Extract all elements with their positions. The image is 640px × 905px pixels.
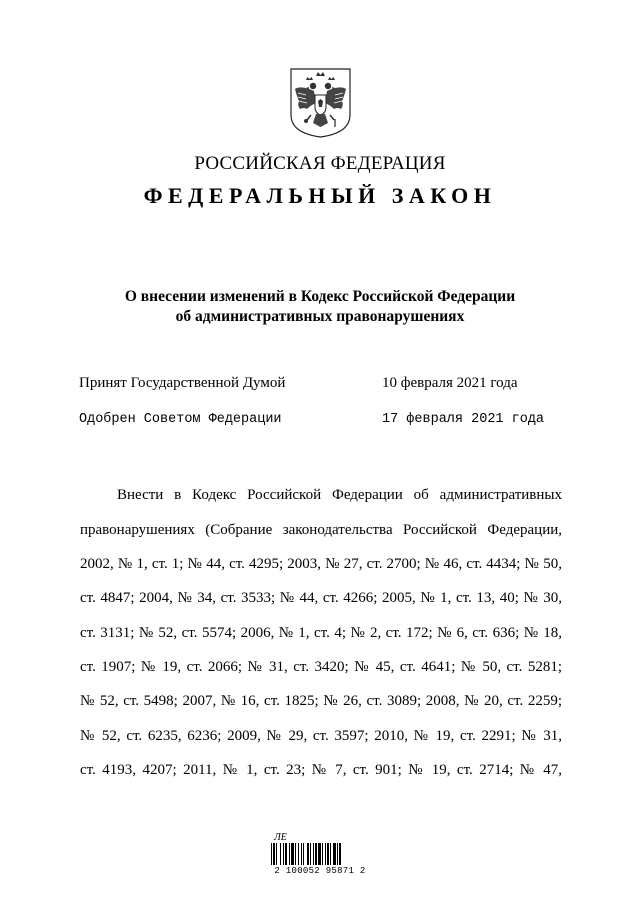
body-line: ст. 1907; № 19, ст. 2066; № 31, ст. 3420; № 45, ст. 4641; № 50, ст. 5281; <box>80 659 562 675</box>
duma-label: Принят Государственной Думой <box>79 375 286 391</box>
body-line: 2002, № 1, ст. 1; № 44, ст. 4295; 2003, № 27, ст. 2700; № 46, ст. 4434; № 50, <box>80 556 562 572</box>
document-barcode <box>268 832 372 880</box>
country-name: РОССИЙСКАЯ ФЕДЕРАЦИЯ <box>194 153 446 174</box>
body-line: ст. 3131; № 52, ст. 5574; 2006, № 1, ст. 4; № 2, ст. 172; № 6, ст. 636; № 18, <box>80 625 562 641</box>
body-line: ст. 4193, 4207; 2011, № 1, ст. 23; № 7, ст. 901; № 19, ст. 2714; № 47, <box>80 762 562 778</box>
council-date: 17 февраля 2021 года <box>382 412 545 427</box>
council-label: Одобрен Советом Федерации <box>79 412 282 427</box>
body-line: № 52, ст. 5498; 2007, № 16, ст. 1825; № 26, ст. 3089; 2008, № 20, ст. 2259; <box>80 693 562 709</box>
coat-of-arms-icon <box>289 67 352 139</box>
law-title-line-1: О внесении изменений в Кодекс Российской Федерации <box>124 288 516 305</box>
law-title <box>0 287 640 327</box>
document-type: ФЕДЕРАЛЬНЫЙ ЗАКОН <box>143 183 497 208</box>
law-title-line-2: об административных правонарушениях <box>175 308 465 325</box>
barcode-icon <box>271 843 369 865</box>
duma-date: 10 февраля 2021 года <box>382 375 518 391</box>
body-line: № 52, ст. 6235, 6236; 2009, № 29, ст. 3597; 2010, № 19, ст. 2291; № 31, <box>80 728 562 744</box>
barcode-number: 2 100052 95871 2 <box>274 866 366 876</box>
body-line: ст. 4847; 2004, № 34, ст. 3533; № 44, ст. 4266; 2005, № 1, ст. 13, 40; № 30, <box>80 590 562 606</box>
barcode-signature: ЛЕ <box>274 832 287 843</box>
body-line: Внести в Кодекс Российской Федерации об административных <box>117 487 562 503</box>
body-line: правонарушениях (Собрание законодательства Российской Федерации, <box>80 522 562 538</box>
